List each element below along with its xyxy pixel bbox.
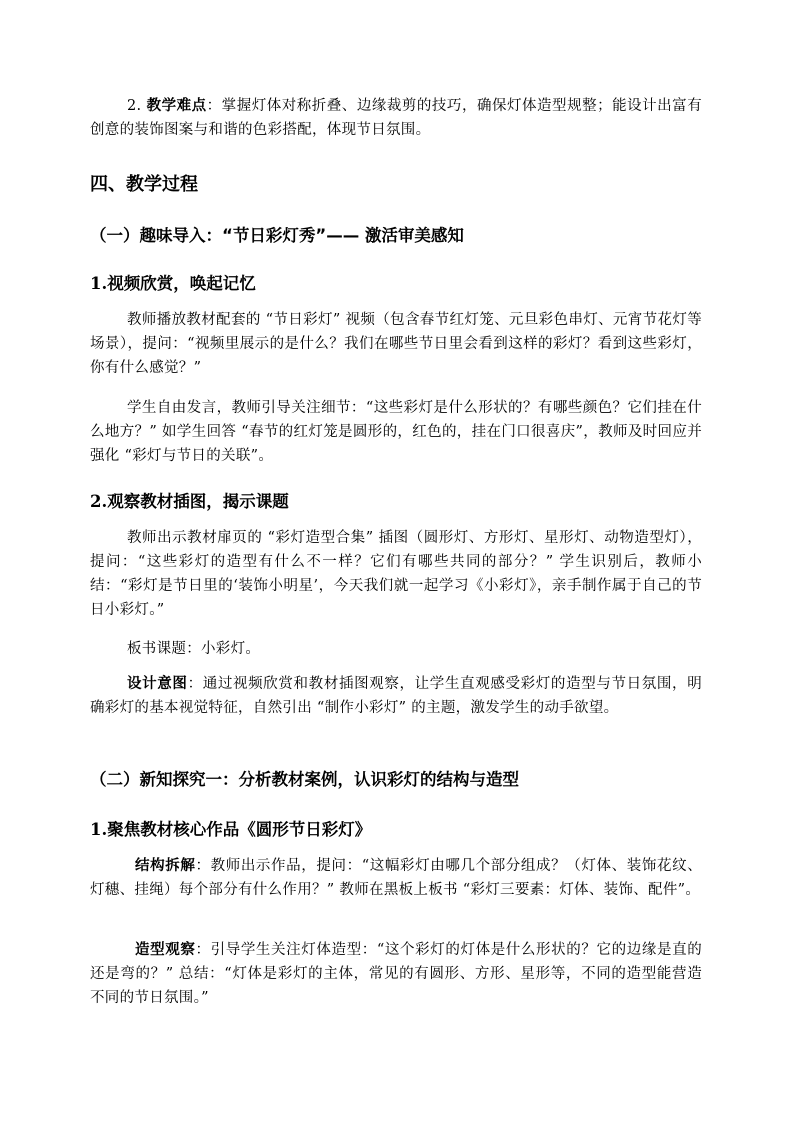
structure-breakdown-label: 结构拆解 [135,857,196,874]
part1-step2-number: 2. [90,492,108,511]
teaching-difficulty-paragraph [90,94,702,142]
part1-step2-heading [90,490,289,514]
part1-step1-paragraph-2: 学生自由发言，教师引导关注细节：“这些彩灯是什么形状的？有哪些颜色？它们挂在什么地方？” 如学生回答 “春节的红灯笼是圆形的，红色的，挂在门口很喜庆”，教师及时回应并强化 “彩灯与节日的关联”。 [90,400,702,464]
shape-observation-label: 造型观察 [135,941,196,958]
shape-observation-text: ：引导学生关注灯体造型：“这个彩灯的灯体是什么形状的？它的边缘是直的还是弯的？” 总结：“灯体是彩灯的主体，常见的有圆形、方形、星形等，不同的造型能营造不同的节日氛围。” [90,942,702,1006]
difficulty-number: 2. [127,98,142,114]
part1-step2-paragraph-2: 板书课题：小彩灯。 [127,641,261,657]
difficulty-label: 教学难点 [146,97,207,114]
structure-breakdown-paragraph [90,854,702,902]
part1-heading: （一）趣味导入：“节日彩灯秀”—— 激活审美感知 [90,226,464,245]
shape-observation-paragraph [90,938,702,1010]
section-heading-teaching-process: 四、教学过程 [90,174,198,195]
design-intent-paragraph [90,672,702,720]
part1-step2-title: 观察教材插图，揭示课题 [107,492,289,511]
difficulty-text: ：掌握灯体对称折叠、边缘裁剪的技巧，确保灯体造型规整；能设计出富有创意的装饰图案与和谐的色彩搭配，体现节日氛围。 [90,98,702,138]
structure-breakdown-text: ：教师出示作品，提问：“这幅彩灯由哪几个部分组成？（灯体、装饰花纹、灯穗、挂绳）每个部分有什么作用？” 教师在黑板上板书 “彩灯三要素：灯体、装饰、配件”。 [90,858,702,898]
part2-step1-heading [90,818,371,842]
part1-step1-title: 视频欣赏，唤起记忆 [107,274,256,293]
part2-step1-title: 聚焦教材核心作品《圆形节日彩灯》 [107,820,372,839]
part1-step2-paragraph-1: 教师出示教材扉页的 “彩灯造型合集” 插图（圆形灯、方形灯、星形灯、动物造型灯），提问：“这些彩灯的造型有什么不一样？它们有哪些共同的部分？” 学生识别后，教师小结：“彩灯是节日里的‘装饰小明星’，今天我们就一起学习《小彩灯》，亲手制作属于自己的节日小彩灯。” [90,530,702,618]
design-intent-text: ：通过视频欣赏和教材插图观察，让学生直观感受彩灯的造型与节日氛围，明确彩灯的基本视觉特征，自然引出 “制作小彩灯” 的主题，激发学生的动手欲望。 [90,676,702,716]
part2-heading: （二）新知探究一：分析教材案例，认识彩灯的结构与造型 [90,770,519,789]
part1-step1-paragraph-1: 教师播放教材配套的 “节日彩灯” 视频（包含春节红灯笼、元旦彩色串灯、元宵节花灯等场景），提问：“视频里展示的是什么？我们在哪些节日里会看到这样的彩灯？看到这些彩灯，你有什么感觉？” [90,312,702,376]
part1-step1-heading [90,272,256,296]
design-intent-label: 设计意图 [127,675,188,692]
part1-step1-number: 1. [90,274,108,293]
part2-step1-number: 1. [90,820,108,839]
